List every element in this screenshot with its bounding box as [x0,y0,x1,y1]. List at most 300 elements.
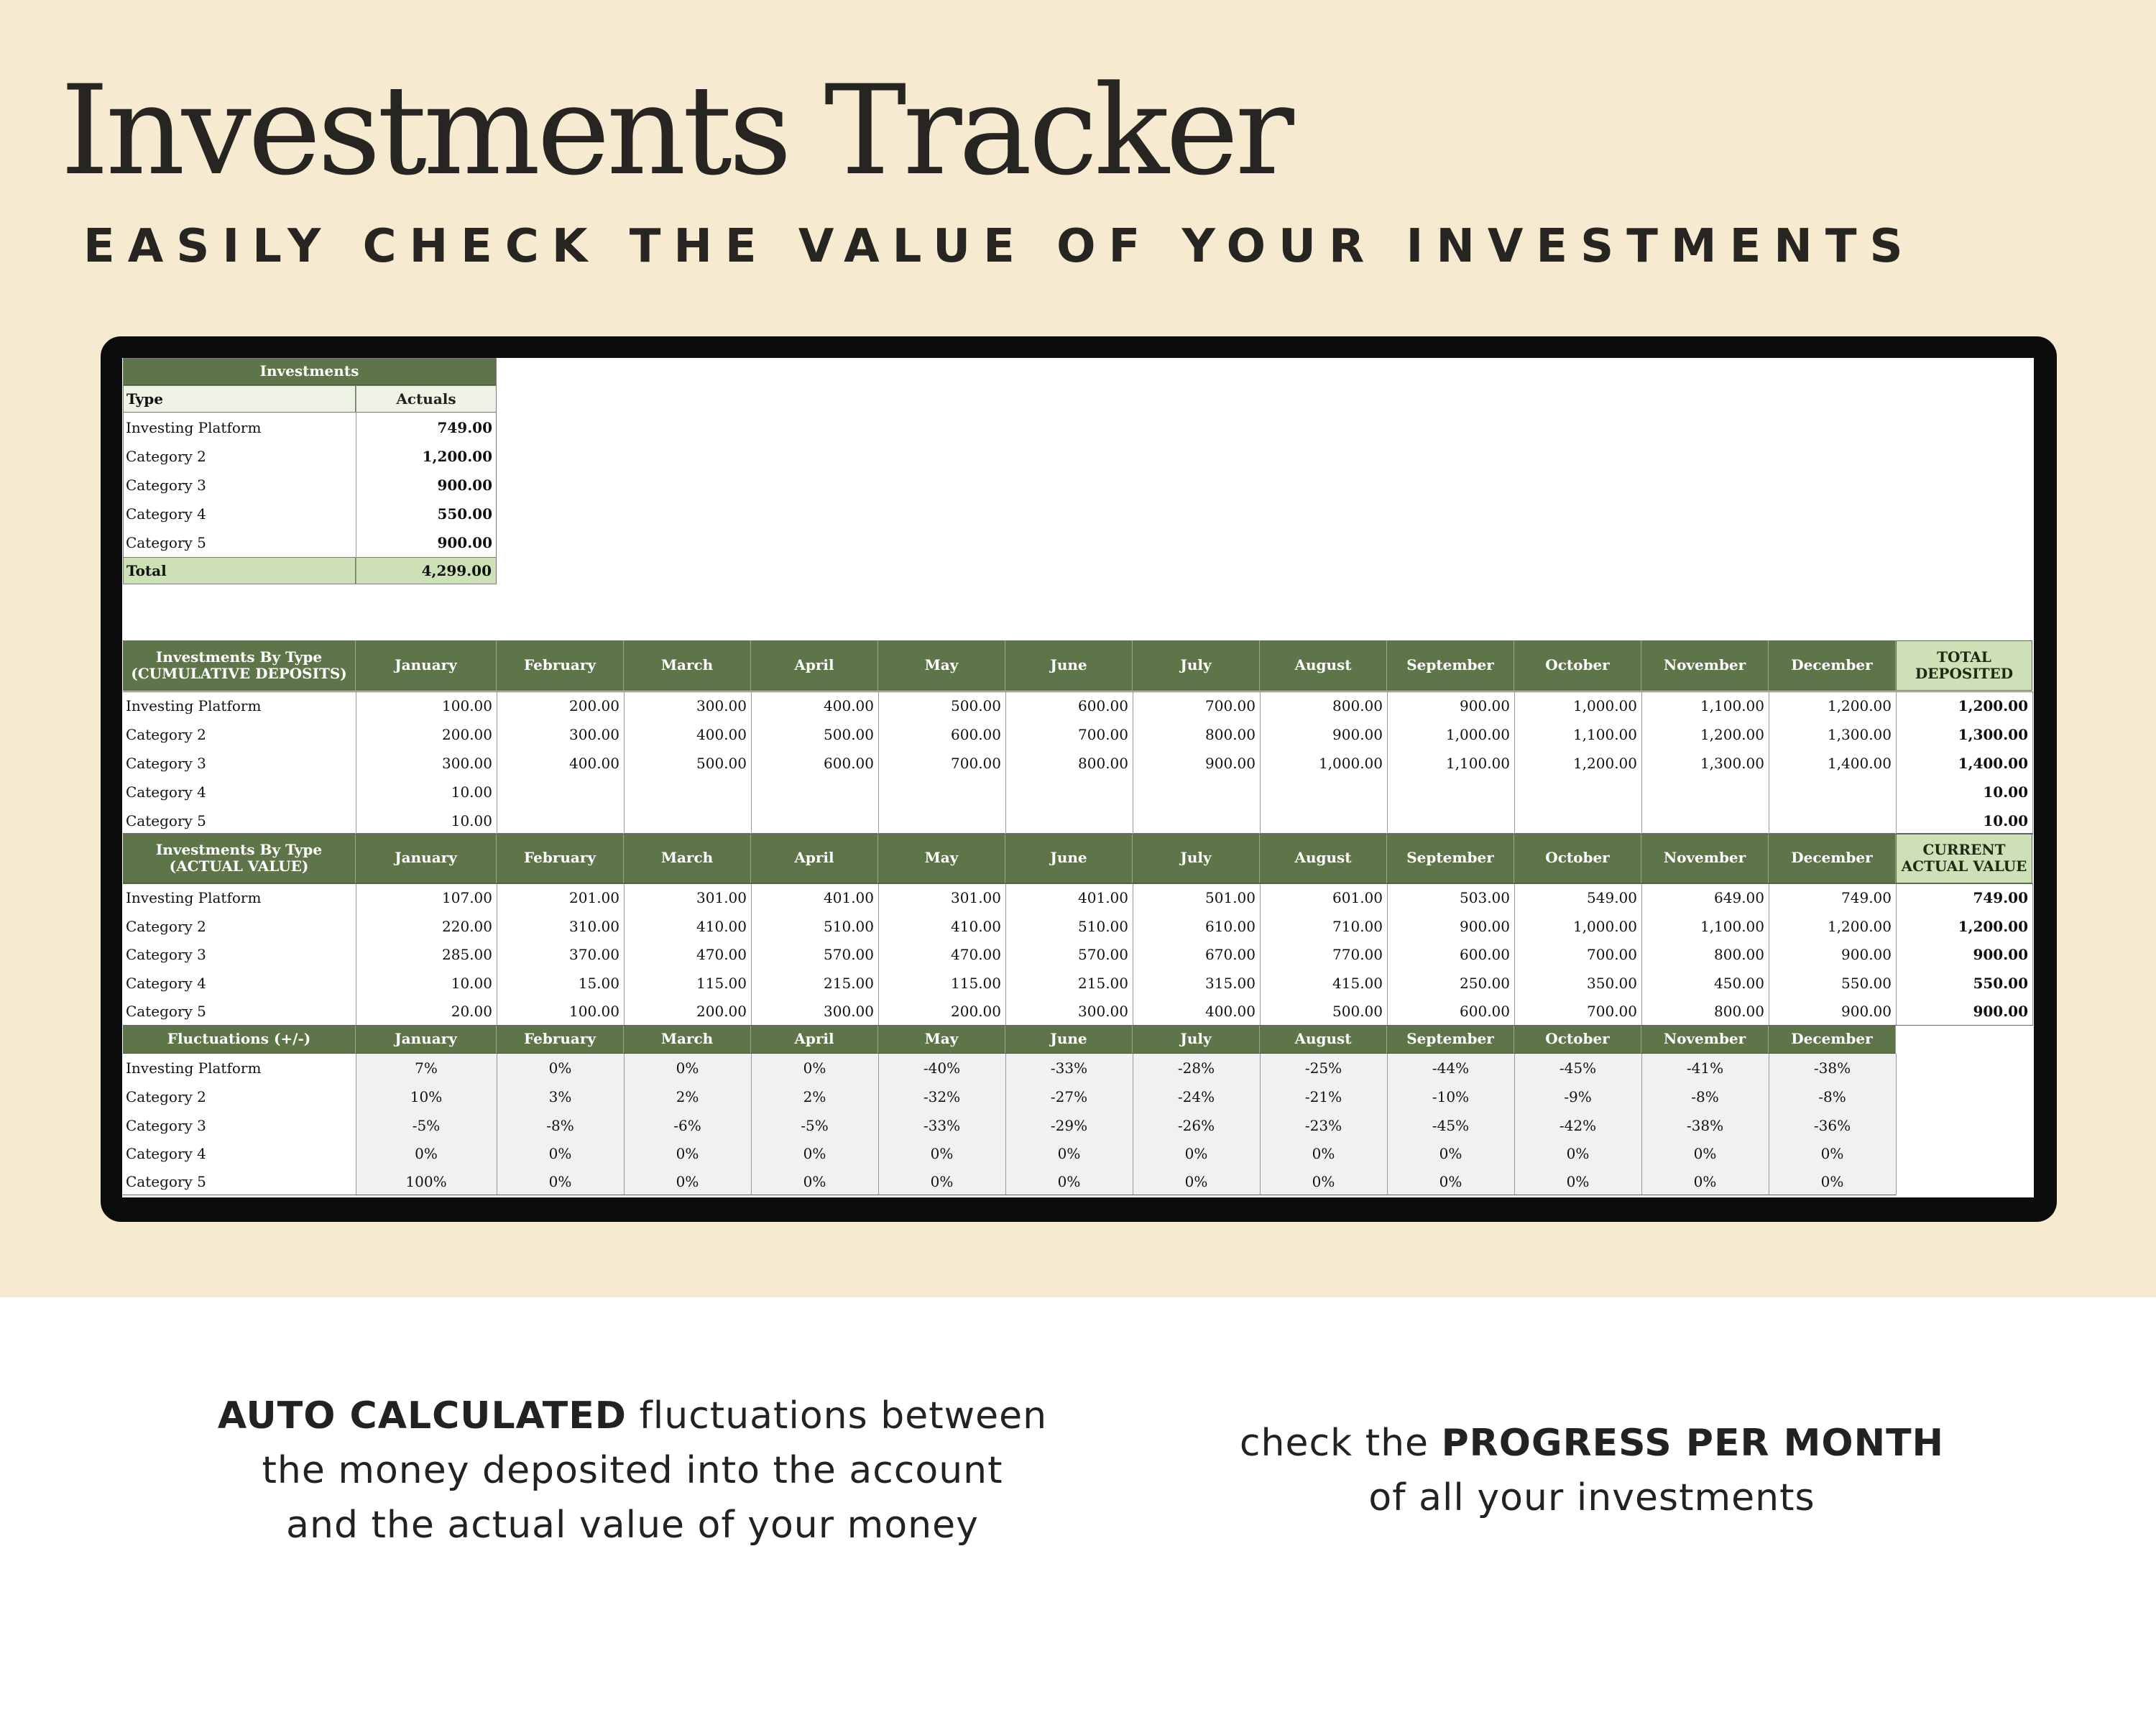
actual-cell-may[interactable]: 115.00 [951,975,1001,992]
fluctuations-cell-october[interactable]: 0% [1514,1167,1641,1196]
actual-total-header[interactable] [1896,833,2032,883]
deposits-cell-march[interactable]: 500.00 [696,755,747,772]
actual-row-total[interactable]: 900.00 [1973,946,2028,963]
fluctuations-cell-february[interactable]: 0% [497,1167,624,1196]
fluctuations-cell-october[interactable]: -42% [1514,1111,1641,1140]
actual-month-january[interactable]: January [356,833,497,883]
deposits-row-total[interactable]: 10.00 [1983,812,2028,829]
summary-row-actual[interactable]: 1,200.00 [422,448,492,465]
actual-cell-june[interactable]: 510.00 [1078,918,1128,935]
deposits-row-label[interactable]: Investing Platform [126,697,262,714]
deposits-cell-august[interactable] [1260,806,1387,835]
summary-row-type[interactable]: Category 5 [126,534,206,551]
actual-cell-january[interactable]: 220.00 [442,918,492,935]
deposits-month-april[interactable]: April [751,640,878,691]
actual-row-label[interactable]: Category 4 [126,975,206,992]
fluctuations-cell-june[interactable]: -33% [1005,1054,1133,1082]
fluctuations-cell-january[interactable]: -5% [356,1111,497,1140]
actual-cell-february[interactable]: 201.00 [569,889,619,906]
fluctuations-cell-march[interactable]: 0% [624,1139,751,1168]
deposits-cell-december[interactable]: 1,300.00 [1827,726,1892,743]
deposits-cell-june[interactable]: 800.00 [1078,755,1128,772]
deposits-header-line2: (CUMULATIVE DEPOSITS) [131,664,347,682]
actual-cell-january[interactable]: 285.00 [442,946,492,963]
fluctuations-cell-july[interactable]: 0% [1133,1167,1260,1196]
summary-row-type[interactable]: Investing Platform [126,419,262,436]
fluctuations-month-february[interactable]: February [497,1025,624,1054]
fluctuations-cell-october[interactable]: 0% [1514,1139,1641,1168]
deposits-cell-february[interactable]: 400.00 [569,755,619,772]
actual-cell-november[interactable]: 450.00 [1714,975,1764,992]
grid-vline [1260,691,1261,834]
actual-cell-april[interactable]: 510.00 [824,918,874,935]
fluctuations-month-march[interactable]: March [624,1025,751,1054]
grid-vline [1641,691,1642,834]
deposits-row-label[interactable]: Category 2 [126,726,206,743]
fluctuations-cell-june[interactable]: -27% [1005,1082,1133,1111]
actual-row-total[interactable]: 550.00 [1973,975,2028,992]
deposits-cell-february[interactable] [497,806,624,835]
actual-cell-december[interactable]: 550.00 [1841,975,1892,992]
grid-vline [1896,1054,1897,1195]
grid-hline-actual-bottom [123,1025,2033,1026]
actual-cell-june[interactable]: 570.00 [1078,946,1128,963]
deposits-cell-september[interactable] [1387,778,1514,806]
fluctuations-month-september[interactable]: September [1387,1025,1514,1054]
fluctuations-cell-june[interactable]: -29% [1005,1111,1133,1140]
fluctuations-cell-july[interactable]: -28% [1133,1054,1260,1082]
deposits-cell-june[interactable] [1005,806,1133,835]
fluctuations-row-label[interactable]: Category 5 [126,1173,206,1190]
actual-cell-march[interactable]: 410.00 [696,918,747,935]
fluctuations-month-december[interactable]: December [1769,1025,1896,1054]
summary-row-type[interactable]: Category 4 [126,505,206,523]
fluctuations-cell-november[interactable]: 0% [1641,1139,1769,1168]
actual-cell-march[interactable]: 115.00 [696,975,747,992]
fluctuations-cell-february[interactable]: 3% [497,1082,624,1111]
deposits-cell-december[interactable]: 1,200.00 [1827,697,1892,714]
fluctuations-cell-october[interactable]: -9% [1514,1082,1641,1111]
fluctuations-cell-november[interactable]: -8% [1641,1082,1769,1111]
fluctuations-cell-april[interactable]: 0% [751,1054,878,1082]
fluctuations-cell-december[interactable]: -8% [1769,1082,1896,1111]
deposits-row-total[interactable]: 1,300.00 [1958,726,2028,743]
fluctuations-cell-february[interactable]: 0% [497,1139,624,1168]
actual-month-june[interactable]: June [1005,833,1133,883]
feature-progress-per-month [1179,1416,2005,1525]
actual-cell-september[interactable]: 900.00 [1460,918,1510,935]
actual-cell-february[interactable]: 370.00 [569,946,619,963]
deposits-cell-september[interactable]: 1,000.00 [1445,726,1510,743]
actual-cell-september[interactable]: 600.00 [1460,946,1510,963]
feature-auto-calculated [151,1389,1114,1552]
feature-progress-line2: of all your investments [1368,1476,1815,1519]
deposits-cell-june[interactable]: 600.00 [1078,697,1128,714]
deposits-cell-september[interactable]: 1,100.00 [1445,755,1510,772]
page-title: Investments Tracker [60,58,1291,203]
actual-row-total[interactable]: 1,200.00 [1958,918,2028,935]
deposits-cell-april[interactable]: 400.00 [824,697,874,714]
grid-vline-right [2032,883,2033,1025]
summary-row-actual[interactable]: 550.00 [437,505,492,523]
summary-row-actual[interactable]: 749.00 [437,419,492,436]
deposits-cell-january[interactable]: 10.00 [451,783,492,801]
deposits-header[interactable] [123,640,356,691]
actual-cell-november[interactable]: 800.00 [1714,1003,1764,1020]
fluctuations-cell-december[interactable]: 0% [1769,1167,1896,1196]
summary-row-type[interactable]: Category 3 [126,477,206,494]
fluctuations-cell-august[interactable]: 0% [1260,1139,1387,1168]
summary-title[interactable]: Investments [123,358,497,385]
deposits-cell-february[interactable] [497,778,624,806]
deposits-cell-june[interactable] [1005,778,1133,806]
actual-month-april[interactable]: April [751,833,878,883]
fluctuations-month-may[interactable]: May [878,1025,1005,1054]
actual-cell-march[interactable]: 470.00 [696,946,747,963]
deposits-cell-december[interactable] [1769,806,1896,835]
fluctuations-cell-june[interactable]: 0% [1005,1167,1133,1196]
deposits-cell-july[interactable]: 900.00 [1205,755,1256,772]
fluctuations-month-june[interactable]: June [1005,1025,1133,1054]
deposits-cell-september[interactable]: 900.00 [1460,697,1510,714]
actual-cell-december[interactable]: 900.00 [1841,946,1892,963]
actual-month-december[interactable]: December [1769,833,1896,883]
actual-cell-october[interactable]: 1,000.00 [1572,918,1637,935]
deposits-cell-august[interactable]: 1,000.00 [1318,755,1383,772]
deposits-cell-march[interactable]: 400.00 [696,726,747,743]
fluctuations-row-label[interactable]: Investing Platform [126,1059,262,1077]
deposits-row-total[interactable]: 1,400.00 [1958,755,2028,772]
fluctuations-cell-april[interactable]: 2% [751,1082,878,1111]
summary-col-type[interactable]: Type [123,385,356,413]
actual-month-august[interactable]: August [1260,833,1387,883]
deposits-month-may[interactable]: May [878,640,1005,691]
deposits-cell-october[interactable]: 1,200.00 [1572,755,1637,772]
deposits-cell-june[interactable]: 700.00 [1078,726,1128,743]
actual-cell-november[interactable]: 649.00 [1714,889,1764,906]
actual-cell-december[interactable]: 1,200.00 [1827,918,1892,935]
fluctuations-cell-september[interactable]: -45% [1387,1111,1514,1140]
grid-hline-deposits-top [123,691,2033,692]
fluctuations-cell-march[interactable]: 0% [624,1167,751,1196]
actual-cell-may[interactable]: 410.00 [951,918,1001,935]
deposits-cell-april[interactable] [751,778,878,806]
fluctuations-cell-july[interactable]: -24% [1133,1082,1260,1111]
fluctuations-row-label[interactable]: Category 2 [126,1088,206,1105]
actual-cell-july[interactable]: 501.00 [1205,889,1256,906]
actual-cell-february[interactable]: 310.00 [569,918,619,935]
deposits-total-header-line2: DEPOSITED [1915,665,2014,682]
fluctuations-header[interactable]: Fluctuations (+/-) [123,1025,356,1054]
fluctuations-row-label[interactable]: Category 3 [126,1117,206,1134]
deposits-month-january[interactable]: January [356,640,497,691]
grid-vline [1387,691,1388,834]
deposits-cell-march[interactable] [624,778,751,806]
deposits-cell-february[interactable]: 200.00 [569,697,619,714]
deposits-row-total[interactable]: 1,200.00 [1958,697,2028,714]
summary-row-actual[interactable]: 900.00 [437,477,492,494]
deposits-cell-august[interactable]: 800.00 [1332,697,1383,714]
actual-month-october[interactable]: October [1514,833,1641,883]
deposits-cell-march[interactable]: 300.00 [696,697,747,714]
actual-cell-october[interactable]: 350.00 [1587,975,1637,992]
grid-vline [1387,883,1388,1025]
grid-vline [624,883,625,1025]
fluctuations-cell-february[interactable]: 0% [497,1054,624,1082]
fluctuations-cell-february[interactable]: -8% [497,1111,624,1140]
actual-cell-july[interactable]: 400.00 [1205,1003,1256,1020]
actual-cell-september[interactable]: 503.00 [1460,889,1510,906]
actual-cell-august[interactable]: 415.00 [1332,975,1383,992]
deposits-row-label[interactable]: Category 5 [126,812,206,829]
actual-cell-july[interactable]: 610.00 [1205,918,1256,935]
fluctuations-month-january[interactable]: January [356,1025,497,1054]
deposits-month-september[interactable]: September [1387,640,1514,691]
actual-month-march[interactable]: March [624,833,751,883]
grid-vline [1005,691,1006,834]
grid-vline [1641,883,1642,1025]
deposits-cell-november[interactable] [1641,806,1769,835]
fluctuations-cell-december[interactable]: -36% [1769,1111,1896,1140]
deposits-cell-july[interactable]: 700.00 [1205,697,1256,714]
deposits-cell-october[interactable]: 1,000.00 [1572,697,1637,714]
actual-cell-october[interactable]: 700.00 [1587,946,1637,963]
grid-vline [1514,691,1515,834]
actual-row-label[interactable]: Category 5 [126,1003,206,1020]
fluctuations-cell-january[interactable]: 10% [356,1082,497,1111]
actual-cell-january[interactable]: 10.00 [451,975,492,992]
grid-vline [751,691,752,834]
fluctuations-row-label[interactable]: Category 4 [126,1145,206,1162]
fluctuations-cell-october[interactable]: -45% [1514,1054,1641,1082]
deposits-month-june[interactable]: June [1005,640,1133,691]
fluctuations-month-april[interactable]: April [751,1025,878,1054]
grid-vline [751,883,752,1025]
feature-auto-calculated-line3: and the actual value of your money [286,1504,979,1547]
actual-cell-august[interactable]: 601.00 [1332,889,1383,906]
actual-cell-august[interactable]: 770.00 [1332,946,1383,963]
deposits-cell-may[interactable] [878,778,1005,806]
actual-cell-june[interactable]: 401.00 [1078,889,1128,906]
deposits-header-line1: Investments By Type [155,648,323,666]
deposits-cell-december[interactable] [1769,778,1896,806]
deposits-cell-january[interactable]: 200.00 [442,726,492,743]
actual-cell-december[interactable]: 749.00 [1841,889,1892,906]
fluctuations-cell-january[interactable]: 100% [356,1167,497,1196]
deposits-month-february[interactable]: February [497,640,624,691]
grid-vline [624,691,625,834]
grid-vline [1387,1054,1388,1195]
fluctuations-month-november[interactable]: November [1641,1025,1769,1054]
grid-vline [878,691,879,834]
fluctuations-month-july[interactable]: July [1133,1025,1260,1054]
deposits-cell-august[interactable]: 900.00 [1332,726,1383,743]
deposits-cell-may[interactable]: 600.00 [951,726,1001,743]
actual-cell-september[interactable]: 600.00 [1460,1003,1510,1020]
fluctuations-cell-may[interactable]: 0% [878,1167,1005,1196]
fluctuations-cell-september[interactable]: 0% [1387,1167,1514,1196]
actual-cell-may[interactable]: 200.00 [951,1003,1001,1020]
deposits-cell-april[interactable]: 600.00 [824,755,874,772]
fluctuations-month-october[interactable]: October [1514,1025,1641,1054]
fluctuations-cell-august[interactable]: -21% [1260,1082,1387,1111]
deposits-cell-november[interactable]: 1,200.00 [1700,726,1764,743]
deposits-cell-may[interactable] [878,806,1005,835]
actual-cell-july[interactable]: 315.00 [1205,975,1256,992]
deposits-cell-october[interactable] [1514,806,1641,835]
fluctuations-cell-july[interactable]: -26% [1133,1111,1260,1140]
actual-month-february[interactable]: February [497,833,624,883]
grid-vline-right [2032,691,2033,834]
actual-cell-february[interactable]: 100.00 [569,1003,619,1020]
fluctuations-cell-august[interactable]: -25% [1260,1054,1387,1082]
summary-total-label[interactable]: Total [123,557,356,584]
grid-vline [1005,883,1006,1025]
actual-cell-november[interactable]: 800.00 [1714,946,1764,963]
deposits-month-october[interactable]: October [1514,640,1641,691]
fluctuations-cell-june[interactable]: 0% [1005,1139,1133,1168]
actual-cell-march[interactable]: 200.00 [696,1003,747,1020]
actual-cell-may[interactable]: 470.00 [951,946,1001,963]
deposits-total-header-line1: TOTAL [1937,648,1991,666]
deposits-cell-july[interactable]: 800.00 [1205,726,1256,743]
feature-auto-calculated-rest: fluctuations between [626,1394,1048,1438]
fluctuations-cell-april[interactable]: 0% [751,1167,878,1196]
deposits-row-total[interactable]: 10.00 [1983,783,2028,801]
fluctuations-cell-march[interactable]: 2% [624,1082,751,1111]
deposits-cell-december[interactable]: 1,400.00 [1827,755,1892,772]
summary-row-type[interactable]: Category 2 [126,448,206,465]
actual-month-november[interactable]: November [1641,833,1769,883]
actual-cell-june[interactable]: 300.00 [1078,1003,1128,1020]
fluctuations-cell-december[interactable]: 0% [1769,1139,1896,1168]
deposits-cell-may[interactable]: 700.00 [951,755,1001,772]
fluctuations-cell-march[interactable]: 0% [624,1054,751,1082]
fluctuations-cell-may[interactable]: -32% [878,1082,1005,1111]
actual-cell-january[interactable]: 20.00 [451,1003,492,1020]
actual-cell-august[interactable]: 500.00 [1332,1003,1383,1020]
actual-cell-may[interactable]: 301.00 [951,889,1001,906]
actual-row-total[interactable]: 900.00 [1973,1003,2028,1020]
deposits-cell-july[interactable] [1133,778,1260,806]
actual-cell-march[interactable]: 301.00 [696,889,747,906]
actual-cell-april[interactable]: 215.00 [824,975,874,992]
actual-header-line2: (ACTUAL VALUE) [169,857,309,875]
actual-row-label[interactable]: Category 3 [126,946,206,963]
deposits-total-header[interactable] [1896,640,2032,691]
fluctuations-cell-september[interactable]: -44% [1387,1054,1514,1082]
actual-month-july[interactable]: July [1133,833,1260,883]
fluctuations-cell-april[interactable]: -5% [751,1111,878,1140]
fluctuations-cell-december[interactable]: -38% [1769,1054,1896,1082]
fluctuations-cell-may[interactable]: -33% [878,1111,1005,1140]
fluctuations-cell-april[interactable]: 0% [751,1139,878,1168]
actual-cell-june[interactable]: 215.00 [1078,975,1128,992]
deposits-month-august[interactable]: August [1260,640,1387,691]
deposits-cell-may[interactable]: 500.00 [951,697,1001,714]
deposits-cell-september[interactable] [1387,806,1514,835]
fluctuations-cell-november[interactable]: 0% [1641,1167,1769,1196]
actual-row-label[interactable]: Category 2 [126,918,206,935]
actual-cell-october[interactable]: 700.00 [1587,1003,1637,1020]
deposits-cell-july[interactable] [1133,806,1260,835]
actual-cell-january[interactable]: 107.00 [442,889,492,906]
spreadsheet [122,358,2034,1197]
deposits-cell-january[interactable]: 300.00 [442,755,492,772]
deposits-row-label[interactable]: Category 4 [126,783,206,801]
actual-cell-august[interactable]: 710.00 [1332,918,1383,935]
actual-month-may[interactable]: May [878,833,1005,883]
deposits-month-november[interactable]: November [1641,640,1769,691]
deposits-cell-november[interactable]: 1,100.00 [1700,697,1764,714]
deposits-cell-november[interactable] [1641,778,1769,806]
deposits-month-december[interactable]: December [1769,640,1896,691]
fluctuations-cell-july[interactable]: 0% [1133,1139,1260,1168]
fluctuations-cell-november[interactable]: -38% [1641,1111,1769,1140]
deposits-cell-january[interactable]: 10.00 [451,812,492,829]
grid-hline-actual-top [123,883,2033,884]
actual-cell-september[interactable]: 250.00 [1460,975,1510,992]
fluctuations-cell-august[interactable]: -23% [1260,1111,1387,1140]
actual-total-header-line2: ACTUAL VALUE [1901,857,2027,875]
fluctuations-cell-january[interactable]: 0% [356,1139,497,1168]
summary-col-actuals[interactable]: Actuals [356,385,497,413]
deposits-month-july[interactable]: July [1133,640,1260,691]
fluctuations-month-august[interactable]: August [1260,1025,1387,1054]
deposits-month-march[interactable]: March [624,640,751,691]
fluctuations-cell-november[interactable]: -41% [1641,1054,1769,1082]
summary-total-value[interactable]: 4,299.00 [356,557,497,584]
actual-cell-december[interactable]: 900.00 [1841,1003,1892,1020]
fluctuations-cell-march[interactable]: -6% [624,1111,751,1140]
actual-cell-july[interactable]: 670.00 [1205,946,1256,963]
actual-cell-april[interactable]: 401.00 [824,889,874,906]
actual-header[interactable] [123,833,356,883]
fluctuations-cell-may[interactable]: -40% [878,1054,1005,1082]
actual-month-september[interactable]: September [1387,833,1514,883]
grid-vline [1896,883,1897,1025]
deposits-cell-november[interactable]: 1,300.00 [1700,755,1764,772]
deposits-row-label[interactable]: Category 3 [126,755,206,772]
deposits-cell-february[interactable]: 300.00 [569,726,619,743]
feature-progress-pre: check the [1239,1422,1442,1465]
fluctuations-cell-august[interactable]: 0% [1260,1167,1387,1196]
actual-cell-april[interactable]: 300.00 [824,1003,874,1020]
feature-auto-calculated-line2: the money deposited into the account [262,1449,1003,1492]
actual-cell-october[interactable]: 549.00 [1587,889,1637,906]
deposits-cell-january[interactable]: 100.00 [442,697,492,714]
actual-cell-april[interactable]: 570.00 [824,946,874,963]
deposits-cell-april[interactable]: 500.00 [824,726,874,743]
feature-progress-bold: PROGRESS PER MONTH [1441,1422,1945,1465]
grid-vline [878,1054,879,1195]
summary-border [123,358,497,584]
actual-row-total[interactable]: 749.00 [1973,889,2028,906]
fluctuations-cell-may[interactable]: 0% [878,1139,1005,1168]
summary-row-actual[interactable]: 900.00 [437,534,492,551]
actual-cell-february[interactable]: 15.00 [578,975,619,992]
actual-row-label[interactable]: Investing Platform [126,889,262,906]
deposits-cell-august[interactable] [1260,778,1387,806]
fluctuations-cell-september[interactable]: -10% [1387,1082,1514,1111]
deposits-cell-march[interactable] [624,806,751,835]
deposits-cell-october[interactable] [1514,778,1641,806]
deposits-cell-april[interactable] [751,806,878,835]
actual-cell-november[interactable]: 1,100.00 [1700,918,1764,935]
fluctuations-cell-september[interactable]: 0% [1387,1139,1514,1168]
fluctuations-cell-january[interactable]: 7% [356,1054,497,1082]
deposits-cell-october[interactable]: 1,100.00 [1572,726,1637,743]
